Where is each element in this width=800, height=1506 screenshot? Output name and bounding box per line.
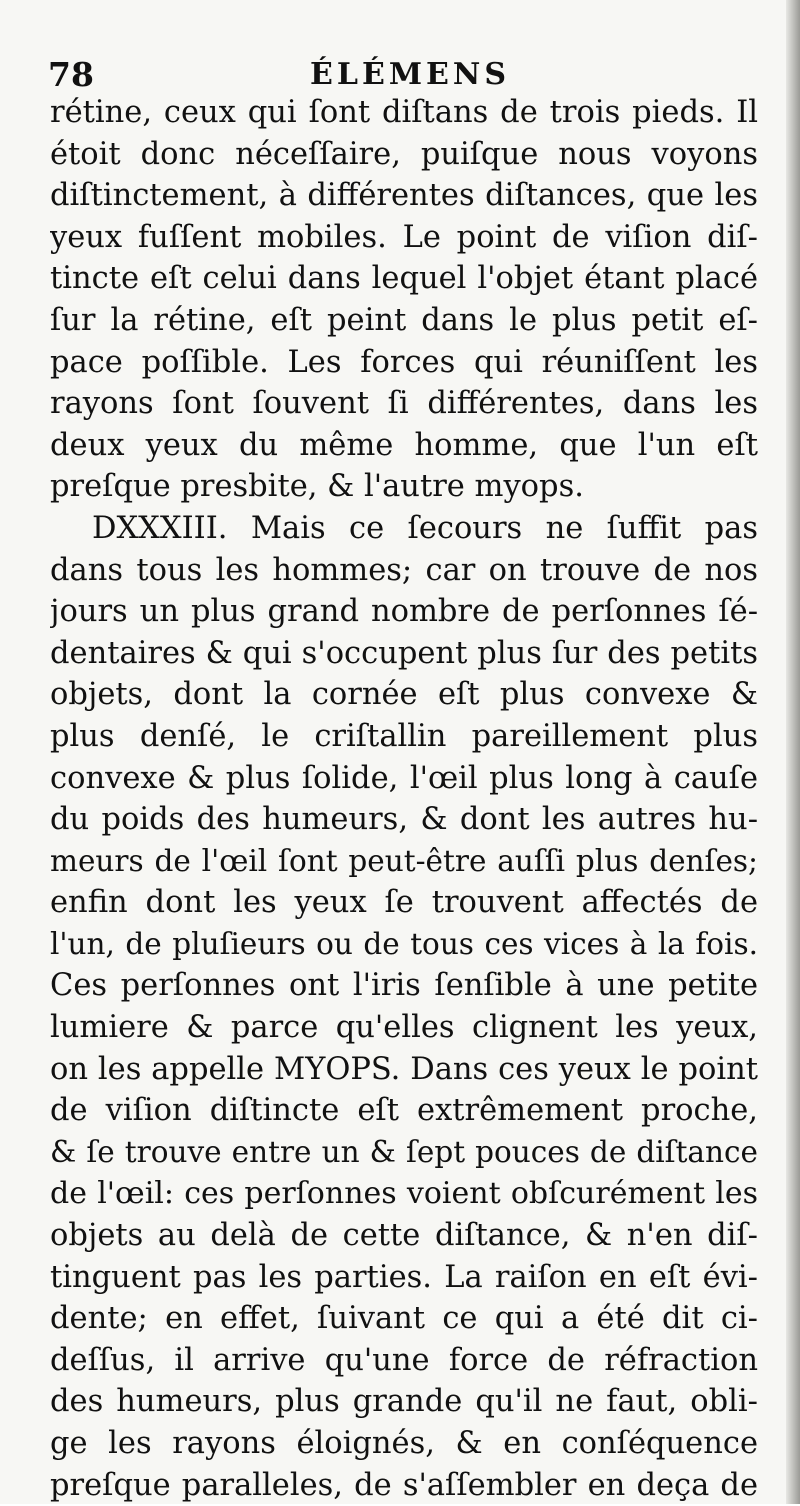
text-line: preſque paralleles, de s'aſſembler en deça de bbox=[50, 1467, 758, 1503]
text-line: diſtinctement, à différentes diſtances, que les bbox=[50, 178, 758, 214]
text-line: du poids des humeurs, & dont les autres hu- bbox=[50, 802, 758, 838]
text-line: rétine, ceux qui ſont diſtans de trois pieds. Il bbox=[50, 95, 758, 130]
section-start-line: DXXXIII. Mais ce ſecours ne ſuffit pas bbox=[92, 510, 758, 546]
text-line: ge les rayons éloignés, & en conſéquence bbox=[50, 1426, 758, 1461]
text-line: pace poſſible. Les forces qui réuniſſent les bbox=[50, 344, 758, 380]
page-edge-shadow bbox=[786, 0, 800, 1504]
text-line: rayons ſont ſouvent ſi différentes, dans les bbox=[50, 386, 758, 422]
body-text bbox=[50, 92, 758, 1506]
text-line: étoit donc néceſſaire, puiſque nous voyons bbox=[50, 136, 758, 172]
text-line: jours un plus grand nombre de perſonnes ſé- bbox=[50, 594, 758, 630]
text-line: lumiere & parce qu'elles clignent les yeux, bbox=[50, 1010, 758, 1046]
text-line: tincte eſt celui dans lequel l'objet étant placé bbox=[50, 261, 758, 297]
text-line: de viſion diſtincte eſt extrêmement proche, bbox=[50, 1093, 758, 1129]
paragraph-end-line: preſque presbite, & l'autre myops. bbox=[50, 469, 584, 505]
text-line: de l'œil: ces perſonnes voient obſcurément les bbox=[50, 1176, 758, 1212]
text-line: dente; en effet, ſuivant ce qui a été dit ci- bbox=[50, 1301, 758, 1337]
text-line: enfin dont les yeux ſe trouvent affectés de bbox=[50, 885, 758, 921]
text-line: on les appelle MYOPS. Dans ces yeux le point bbox=[50, 1051, 758, 1087]
text-line: convexe & plus ſolide, l'œil plus long à cauſe bbox=[50, 760, 758, 796]
text-line: des humeurs, plus grande qu'il ne faut, obli- bbox=[50, 1384, 758, 1420]
text-line: dentaires & qui s'occupent plus ſur des petits bbox=[50, 635, 758, 671]
text-line: yeux fuſſent mobiles. Le point de viſion diſ- bbox=[50, 219, 758, 255]
text-line: dans tous les hommes; car on trouve de nos bbox=[50, 552, 758, 588]
page-number: 78 bbox=[48, 55, 94, 94]
text-line: objets au delà de cette diſtance, & n'en diſ- bbox=[50, 1218, 758, 1254]
text-line: tinguent pas les parties. La raiſon en eſt évi- bbox=[50, 1259, 758, 1295]
text-line: meurs de l'œil ſont peut-être auſſi plus denſes; bbox=[50, 843, 758, 878]
text-line: deux yeux du même homme, que l'un eſt bbox=[50, 427, 758, 463]
text-line: Ces perſonnes ont l'iris ſenſible à une petite bbox=[50, 968, 758, 1004]
running-head: ÉLÉMENS bbox=[310, 57, 510, 92]
text-line: & ſe trouve entre un & ſept pouces de diſtance bbox=[50, 1134, 758, 1169]
text-line: l'un, de pluſieurs ou de tous ces vices à la fois. bbox=[50, 926, 758, 961]
text-line: objets, dont la cornée eſt plus convexe & bbox=[50, 677, 758, 713]
text-line: deſſus, il arrive qu'une force de réfraction bbox=[50, 1342, 758, 1378]
text-line: plus denſé, le criſtallin pareillement plus bbox=[50, 718, 758, 754]
text-line: ſur la rétine, eſt peint dans le plus petit eſ- bbox=[50, 302, 758, 338]
